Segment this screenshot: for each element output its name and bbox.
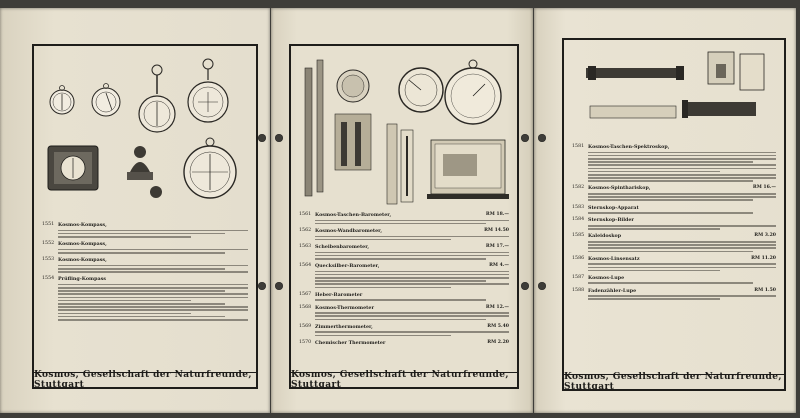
item-price: RM 3.20 — [754, 233, 776, 239]
item-number: 1584 — [572, 217, 585, 223]
item-number: 1563 — [299, 243, 312, 249]
item-title: Kosmos-Taschen-Barometer, — [315, 212, 392, 218]
catalog-item — [572, 217, 776, 231]
item-number: 1568 — [299, 304, 312, 310]
catalog-item — [572, 205, 776, 216]
item-title: Kaleidoskop — [588, 233, 622, 240]
item-title: Kosmos-Spinthariskop, — [588, 185, 651, 192]
item-number: 1588 — [572, 287, 585, 293]
compass-illustration — [50, 86, 74, 115]
punch-hole — [275, 282, 283, 290]
item-title: Quecksilber-Barometer, — [315, 263, 380, 270]
item-title: Zimmerthermometer, — [315, 323, 373, 330]
punch-hole — [258, 282, 266, 290]
item-number: 1582 — [572, 185, 585, 191]
catalog-item — [299, 212, 509, 226]
item-price: RM 16.— — [752, 185, 776, 191]
item-number: 1570 — [299, 339, 312, 345]
catalog-item — [299, 228, 509, 242]
spectroscope-illustration — [586, 66, 684, 80]
item-price: RM 17.— — [485, 243, 509, 249]
spectroscope-illustrations — [568, 44, 780, 144]
catalog-item — [299, 263, 509, 290]
item-number: 1587 — [572, 274, 585, 280]
punch-hole — [258, 134, 266, 142]
item-title: Sternskop-Apparat — [588, 204, 639, 211]
catalog-item — [299, 292, 509, 303]
catalog-item — [572, 275, 776, 286]
item-price: RM 5.40 — [487, 323, 509, 329]
spinthariscope-illustration — [708, 52, 764, 90]
item-number: 1586 — [572, 255, 585, 261]
left-item-list — [42, 222, 248, 324]
item-number: 1585 — [572, 233, 585, 239]
compass-illustration — [184, 138, 236, 198]
catalog-page-middle — [271, 8, 533, 413]
compass-illustration — [92, 84, 120, 117]
punch-hole — [538, 282, 546, 290]
item-title: Kosmos-Wandbarometer, — [315, 227, 383, 234]
item-number: 1562 — [299, 227, 312, 233]
right-item-list — [572, 144, 776, 304]
catalog-page-left — [0, 8, 270, 413]
barometer-illustrations — [295, 50, 513, 210]
barometer-illustration — [335, 70, 371, 170]
page-frame — [32, 44, 258, 389]
catalog-item — [572, 233, 776, 253]
compass-illustration — [139, 65, 175, 132]
item-price: RM 14.50 — [484, 227, 509, 233]
item-number: 1569 — [299, 323, 312, 329]
punch-hole — [521, 282, 529, 290]
middle-item-list — [299, 212, 509, 348]
catalog-item — [42, 222, 248, 239]
item-price: RM 1.50 — [754, 287, 776, 293]
item-title: Kosmos-Taschen-Spektroskop, — [588, 144, 670, 150]
item-title: Kosmos-Thermometer — [315, 304, 374, 311]
publisher-footer: Kosmos, Gesellschaft der Naturfreunde, Stuttgart — [291, 372, 517, 387]
catalog-item — [42, 241, 248, 255]
item-price: RM 11.20 — [751, 255, 776, 261]
page-frame — [562, 38, 786, 391]
barometer-illustration — [445, 60, 501, 124]
catalog-item — [572, 144, 776, 183]
item-number: 1554 — [42, 276, 55, 282]
item-title: Heber-Barometer — [315, 291, 363, 298]
catalog-item — [572, 185, 776, 202]
compass-illustration — [127, 146, 162, 198]
spectroscope-illustration — [590, 100, 756, 118]
item-title: Fadenzähler-Lupe — [588, 287, 637, 294]
item-title: Kosmos-Linsensatz — [588, 255, 640, 262]
punch-hole — [538, 134, 546, 142]
item-number: 1564 — [299, 263, 312, 269]
compass-illustrations — [38, 50, 252, 218]
item-title: Prüfling-Kompass — [58, 276, 106, 283]
item-number: 1583 — [572, 204, 585, 210]
punch-hole — [521, 134, 529, 142]
item-price: RM 12.— — [485, 304, 509, 310]
catalog-item — [299, 244, 509, 261]
catalog-item — [572, 256, 776, 273]
item-title: Kosmos-Kompass, — [58, 257, 107, 264]
compass-illustration — [48, 146, 98, 190]
item-price: RM 4.— — [489, 263, 509, 269]
item-number: 1581 — [572, 144, 585, 149]
item-number: 1552 — [42, 241, 55, 247]
item-price: RM 18.— — [485, 212, 509, 217]
item-number: 1553 — [42, 257, 55, 263]
item-number: 1567 — [299, 291, 312, 297]
catalog-item — [42, 276, 248, 322]
item-number: 1551 — [42, 222, 55, 227]
item-price: RM 2.20 — [487, 339, 509, 345]
barometer-illustration — [399, 68, 443, 112]
page-frame — [289, 44, 519, 389]
punch-hole — [275, 134, 283, 142]
catalog-item — [42, 257, 248, 274]
item-title: Sternskop-Bilder — [588, 217, 634, 224]
thermometer-illustration — [387, 124, 413, 204]
compass-illustration — [188, 59, 228, 122]
catalog-item — [299, 324, 509, 338]
catalog-page-right — [534, 8, 796, 413]
barometer-illustration — [305, 60, 323, 196]
catalog-item — [572, 288, 776, 302]
publisher-footer: Kosmos, Gesellschaft der Naturfreunde, Stuttgart — [564, 374, 784, 389]
barograph-illustration — [427, 140, 509, 199]
item-title: Chemischer Thermometer — [315, 339, 386, 346]
catalog-item — [299, 305, 509, 322]
publisher-footer: Kosmos, Gesellschaft der Naturfreunde, Stuttgart — [34, 372, 256, 387]
item-title: Kosmos-Kompass, — [58, 222, 107, 228]
item-title: Scheibenbarometer, — [315, 243, 370, 250]
catalog-item — [299, 340, 509, 346]
item-title: Kosmos-Kompass, — [58, 241, 107, 248]
item-title: Kosmos-Lupe — [588, 274, 625, 281]
item-number: 1561 — [299, 212, 312, 217]
